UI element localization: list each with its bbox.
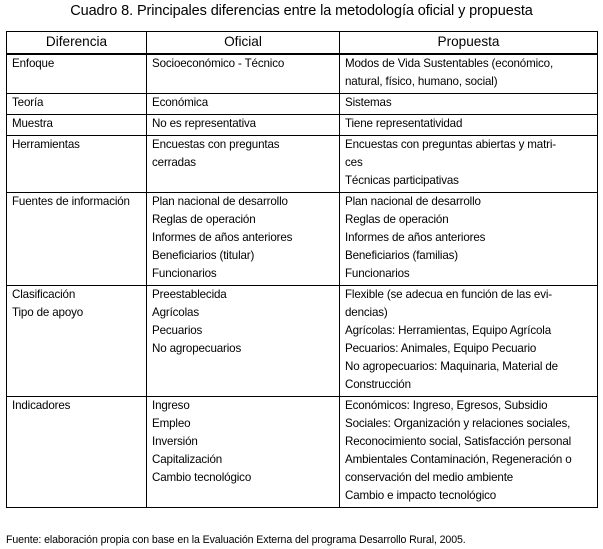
cell-propuesta — [340, 115, 598, 136]
cell-oficial — [147, 193, 340, 286]
cell-line: Fuentes de información — [12, 195, 130, 208]
cell-line: Cambio tecnológico — [152, 471, 252, 484]
cell-line: Plan nacional de desarrollo — [152, 195, 288, 208]
cell-line: Clasificación — [12, 288, 76, 301]
cell-propuesta — [340, 286, 598, 397]
cell-line: Preestablecida — [152, 288, 227, 301]
table-title: Cuadro 8. Principales diferencias entre la metodología oficial y propuesta — [70, 3, 533, 19]
cell-line: Reconocimiento social, Satisfacción personal — [345, 435, 572, 448]
cell-line: Empleo — [152, 417, 191, 430]
cell-line: No agropecuarios — [152, 342, 242, 355]
cell-line: natural, físico, humano, social) — [345, 75, 498, 88]
cell-line: No agropecuarios: Maquinaria, Material de — [345, 360, 558, 373]
cell-oficial — [147, 115, 340, 136]
cell-line: Tipo de apoyo — [12, 306, 84, 319]
cell-line: Muestra — [12, 117, 53, 130]
header-row — [7, 32, 598, 55]
cell-line: Cambio e impacto tecnológico — [345, 489, 497, 502]
cell-line: Reglas de operación — [152, 213, 256, 226]
cell-oficial — [147, 54, 340, 94]
cell-line: Encuestas con preguntas — [152, 138, 280, 151]
cell-line: Reglas de operación — [345, 213, 449, 226]
source-footnote: Fuente: elaboración propia con base en la Evaluación Externa del programa Desarrollo Rural, 2005. — [6, 534, 466, 546]
cell-line: Ingreso — [152, 399, 190, 412]
table-row — [7, 115, 598, 136]
cell-line: Socioeconómico - Técnico — [152, 57, 285, 70]
cell-diferencia — [7, 193, 147, 286]
cell-line: Plan nacional de desarrollo — [345, 195, 481, 208]
header-diferencia: Diferencia — [7, 32, 147, 55]
cell-oficial — [147, 94, 340, 115]
cell-propuesta — [340, 94, 598, 115]
cell-line: Capitalización — [152, 453, 223, 466]
header-propuesta: Propuesta — [340, 32, 598, 55]
table-row — [7, 286, 598, 397]
cell-line: Pecuarios: Animales, Equipo Pecuario — [345, 342, 537, 355]
table-row — [7, 193, 598, 286]
cell-line: Enfoque — [12, 57, 55, 70]
cell-line: ces — [345, 156, 363, 169]
cell-oficial — [147, 397, 340, 508]
cell-line: Flexible (se adecua en función de las evi- — [345, 288, 553, 301]
cell-line: dencias) — [345, 306, 388, 319]
cell-line: Económica — [152, 96, 209, 109]
cell-line: Herramientas — [12, 138, 80, 151]
cell-line: conservación del medio ambiente — [345, 471, 514, 484]
cell-line: No es representativa — [152, 117, 256, 130]
cell-line: cerradas — [152, 156, 196, 169]
cell-line: Beneficiarios (titular) — [152, 249, 255, 262]
cell-oficial — [147, 136, 340, 193]
cell-line: Funcionarios — [152, 267, 217, 280]
cell-line: Construcción — [345, 378, 411, 391]
cell-line: Funcionarios — [345, 267, 410, 280]
table-row — [7, 397, 598, 508]
cell-propuesta — [340, 54, 598, 94]
comparison-table — [6, 31, 598, 508]
cell-line: Sistemas — [345, 96, 392, 109]
header-oficial: Oficial — [147, 32, 340, 55]
table-row — [7, 54, 598, 94]
cell-line: Modos de Vida Sustentables (económico, — [345, 57, 554, 70]
cell-line: Agrícolas: Herramientas, Equipo Agrícola — [345, 324, 552, 337]
cell-line: Informes de años anteriores — [152, 231, 293, 244]
cell-diferencia — [7, 397, 147, 508]
cell-diferencia — [7, 94, 147, 115]
cell-line: Teoría — [12, 96, 44, 109]
cell-diferencia — [7, 136, 147, 193]
cell-propuesta — [340, 397, 598, 508]
cell-line: Tiene representatividad — [345, 117, 463, 130]
cell-line: Indicadores — [12, 399, 71, 412]
cell-diferencia — [7, 54, 147, 94]
cell-oficial — [147, 286, 340, 397]
cell-line: Beneficiarios (familias) — [345, 249, 459, 262]
table-row — [7, 94, 598, 115]
cell-line: Pecuarios — [152, 324, 203, 337]
cell-line: Sociales: Organización y relaciones sociales, — [345, 417, 571, 430]
cell-line: Económicos: Ingreso, Egresos, Subsidio — [345, 399, 548, 412]
cell-propuesta — [340, 193, 598, 286]
cell-diferencia — [7, 286, 147, 397]
cell-line: Ambientales Contaminación, Regeneración o — [345, 453, 572, 466]
table-row — [7, 136, 598, 193]
cell-propuesta — [340, 136, 598, 193]
cell-line: Informes de años anteriores — [345, 231, 486, 244]
cell-diferencia — [7, 115, 147, 136]
cell-line: Inversión — [152, 435, 198, 448]
cell-line: Técnicas participativas — [345, 174, 459, 187]
cell-line: Agrícolas — [152, 306, 199, 319]
cell-line: Encuestas con preguntas abiertas y matri- — [345, 138, 557, 151]
